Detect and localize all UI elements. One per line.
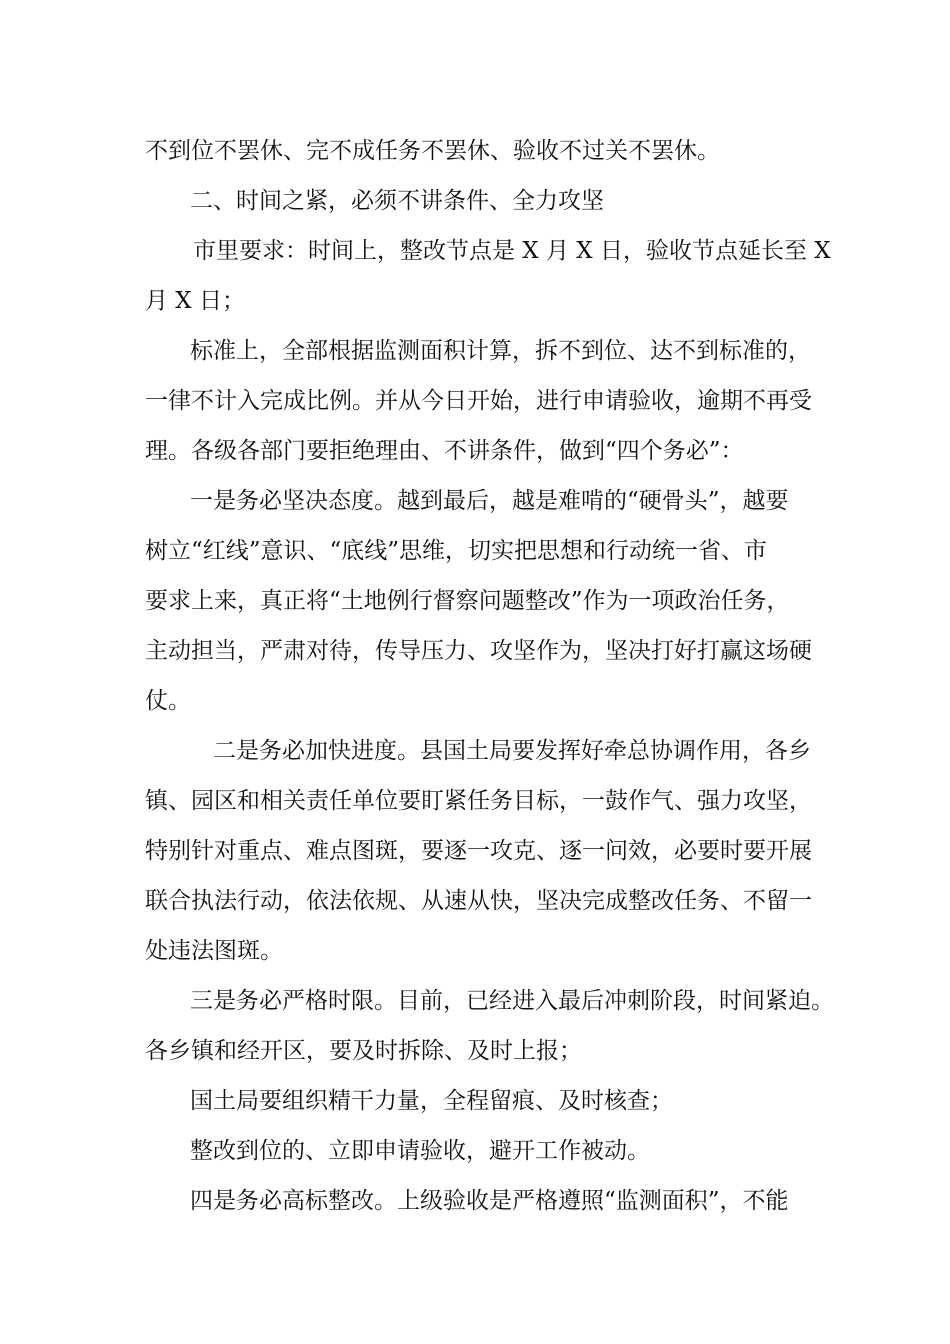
- text-line: 理。各级各部门要拒绝理由、不讲条件，做到“四个务必”：: [145, 438, 744, 464]
- text-line: 月 X 日；: [145, 288, 245, 314]
- text-line: 主动担当，严肃对待，传导压力、攻坚作为，坚决打好打赢这场硬: [145, 638, 812, 664]
- text-line: 国土局要组织精干力量，全程留痕、及时核查；: [190, 1088, 673, 1114]
- text-line: 树立“红线”意识、“底线”思维，切实把思想和行动统一省、市: [145, 538, 768, 564]
- text-line: 要求上来，真正将“土地例行督察问题整改”作为一项政治任务，: [145, 588, 790, 614]
- text-line: 仗。: [145, 688, 191, 714]
- text-line: 特别针对重点、难点图斑，要逐一攻克、逐一问效，必要时要开展: [145, 838, 812, 864]
- text-line: 不到位不罢休、完不成任务不罢休、验收不过关不罢休。: [145, 138, 720, 164]
- text-line: 一是务必坚决态度。越到最后，越是难啃的“硬骨头”，越要: [190, 488, 789, 514]
- text-line: 二是务必加快进度。县国土局要发挥好牵总协调作用，各乡: [213, 738, 811, 764]
- text-line: 市里要求：时间上，整改节点是 X 月 X 日，验收节点延长至 X: [193, 238, 831, 264]
- text-line: 联合执法行动，依法依规、从速从快，坚决完成整改任务、不留一: [145, 888, 812, 914]
- text-line: 标准上，全部根据监测面积计算，拆不到位、达不到标准的，: [190, 338, 811, 364]
- section-heading: 二、时间之紧，必须不讲条件、全力攻坚: [190, 188, 604, 214]
- text-line: 处违法图斑。: [145, 938, 283, 964]
- text-line: 三是务必严格时限。目前，已经进入最后冲刺阶段，时间紧迫。: [190, 988, 834, 1014]
- text-line: 一律不计入完成比例。并从今日开始，进行申请验收，逾期不再受: [145, 388, 812, 414]
- text-line: 各乡镇和经开区，要及时拆除、及时上报；: [145, 1038, 582, 1064]
- text-line: 镇、园区和相关责任单位要盯紧任务目标，一鼓作气、强力攻坚，: [145, 788, 812, 814]
- text-line: 四是务必高标整改。上级验收是严格遵照“监测面积”，不能: [190, 1188, 789, 1214]
- text-line: 整改到位的、立即申请验收，避开工作被动。: [190, 1138, 650, 1164]
